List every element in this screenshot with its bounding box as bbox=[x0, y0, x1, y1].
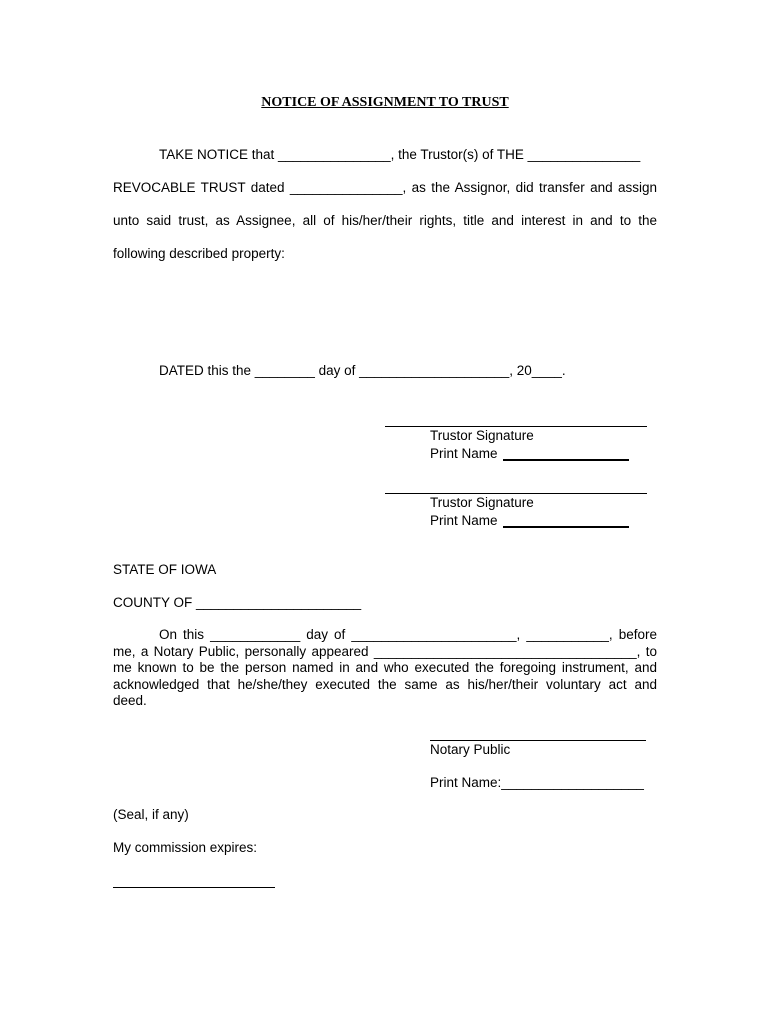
acknowledgment-line-5: deed. bbox=[113, 693, 147, 708]
document-title: NOTICE OF ASSIGNMENT TO TRUST bbox=[261, 95, 509, 110]
notary-print-name: Print Name:___________________ bbox=[430, 775, 644, 790]
acknowledgment-line-1: On this ____________ day of ______________________, ___________, before bbox=[159, 627, 657, 642]
acknowledgment-paragraph bbox=[113, 627, 657, 710]
dated-line: DATED this the ________ day of ____________________, 20____. bbox=[159, 363, 566, 378]
notice-line-3: unto said trust, as Assignee, all of his/her/their rights, title and interest in and to the bbox=[113, 213, 657, 228]
signature-line-2 bbox=[385, 493, 647, 494]
notary-public-label: Notary Public bbox=[430, 742, 511, 757]
commission-expires-line bbox=[113, 887, 275, 888]
acknowledgment-line-4: acknowledged that he/she/they executed the same as his/her/their voluntary act and bbox=[113, 676, 657, 692]
state-heading: STATE OF IOWA bbox=[113, 562, 217, 577]
print-name-line-2 bbox=[503, 526, 629, 528]
print-name-label-1: Print Name bbox=[430, 446, 498, 461]
county-line: COUNTY OF ______________________ bbox=[113, 595, 362, 610]
commission-expires-label: My commission expires: bbox=[113, 840, 258, 855]
trustor-signature-label-2: Trustor Signature bbox=[430, 495, 534, 510]
notice-line-4: following described property: bbox=[113, 246, 285, 261]
print-name-line-1 bbox=[503, 459, 629, 461]
print-name-label-2: Print Name bbox=[430, 513, 498, 528]
signature-line-1 bbox=[385, 426, 647, 427]
seal-label: (Seal, if any) bbox=[113, 807, 189, 822]
acknowledgment-line-2: me, a Notary Public, personally appeared ___________________________________, to bbox=[113, 643, 657, 659]
trustor-signature-label-1: Trustor Signature bbox=[430, 428, 534, 443]
notary-signature-line bbox=[430, 740, 646, 741]
notice-line-2: REVOCABLE TRUST dated _______________, as the Assignor, did transfer and assign bbox=[113, 180, 657, 195]
acknowledgment-line-3: me known to be the person named in and who executed the foregoing instrument, and bbox=[113, 660, 657, 675]
notice-line-1: TAKE NOTICE that _______________, the Trustor(s) of THE _______________ bbox=[159, 147, 641, 162]
